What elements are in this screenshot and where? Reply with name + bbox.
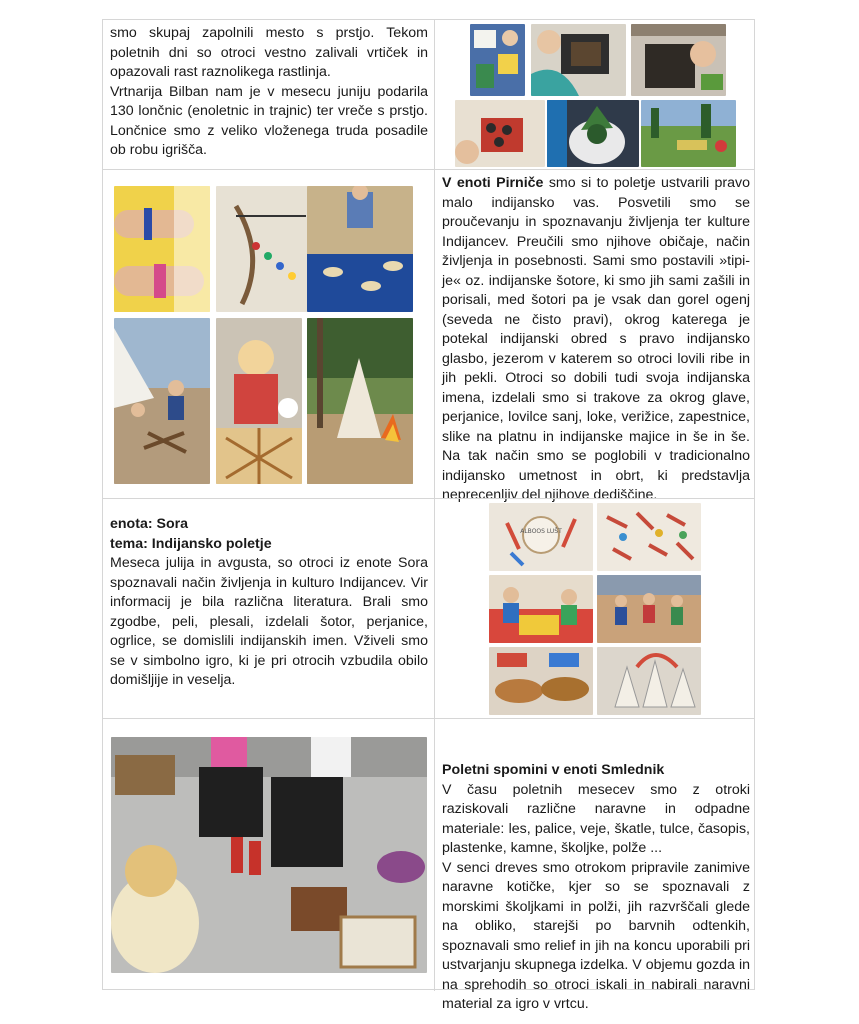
sora-text-cell xyxy=(103,499,434,718)
table-row-sora xyxy=(103,498,754,718)
sign-text: ALBOOS LUŠT xyxy=(520,528,562,535)
sora-photo-cell xyxy=(435,499,756,718)
photo-dreamcatcher-sign xyxy=(489,503,593,571)
photo-garden-yard xyxy=(641,100,736,167)
photo-teepee-campfire xyxy=(114,318,210,484)
photo-children-play-mat xyxy=(489,575,593,643)
garden-paragraph-2: Vrtnarija Bilban nam je v mesecu juniju podarila 130 lončnic (enoletnic in trajnic) ter vreče s prstjo. Lončnice smo z veliko vloženega truda posadile ob robu igrišča. xyxy=(110,83,428,158)
photo-bucket-plant xyxy=(547,100,639,167)
smlednik-photo-cell xyxy=(103,719,434,991)
pirnice-heading: V enoti Pirniče xyxy=(442,175,544,191)
photo-bracelets xyxy=(114,186,210,312)
photo-mini-teepees xyxy=(597,647,701,715)
photo-children-dancing xyxy=(597,575,701,643)
photo-bow-beads xyxy=(216,186,312,312)
photo-drum-bowls xyxy=(489,647,593,715)
photo-fishing-pond xyxy=(307,186,413,312)
table-row-pirnice xyxy=(103,169,754,503)
pirnice-photo-cell xyxy=(103,170,434,498)
photo-natural-materials-play xyxy=(111,737,427,973)
sora-unit-label: enota: Sora xyxy=(110,516,189,532)
content-table xyxy=(102,19,755,1012)
photo-planting-tray xyxy=(631,24,726,96)
sora-paragraph: Meseca julija in avgusta, so otroci iz enote Sora spoznavali način življenja in kulturo Indijancev. Vir informacij je bila različna literatura. Brali smo zgodbe, peli, plesali, izdelali šotor, perjanice, ogrlice, se domislili indijanskih imen. Vživeli smo se v simbolno igro, ki je pri otrocih vzbudila obilo domišljije in veselja. xyxy=(110,555,428,688)
smlednik-paragraph-2: V senci dreves smo otrokom pripravile zanimive naravne kotičke, kjer so se spoznavali z morskimi školjkami in polži, jih razvrščali glede na obliko, starejši po barvnih odtenkih, spoznavali smo relief in jih na koncu uporabili pri ustvarjanju skupnega izdelka. V objemu gozda in na sprehodih so otroci iskali in nabirali naravni material za igro v vrtcu. xyxy=(442,859,750,1012)
sora-theme-label: tema: Indijansko poletje xyxy=(110,535,272,552)
garden-paragraph-1: smo skupaj zapolnili mesto s prstjo. Tekom poletnih dni so otroci vestno zalivali vrtiček in opazovali rast raznolikega rastlinja. xyxy=(110,25,428,80)
photo-pots-on-table xyxy=(455,100,545,167)
photo-seedling-cards xyxy=(470,24,525,96)
photo-soil-trays xyxy=(531,24,626,96)
smlednik-paragraph-1: V času poletnih mesecev smo z otroki raziskovali različne naravne in odpadne materiale: les, palice, veje, škatle, tulce, časopis, plastenke, kamne, školjke, polže ... xyxy=(442,781,750,856)
pirnice-body: smo si to poletje ustvarili pravo malo indijansko vas. Posvetili smo se proučevanju in spoznavanju življenja ter kulture Indijancev. Preučili smo njihove običaje, način življenja in posebnosti. Sami smo postavili »tipi-je« oz. indijanske šotore, ki smo jih sami zašili in porisali, med šotori pa je vsak dan gorel ogenj (seveda ne čisto pravi), okrog katerega je potekal indijanski obred s pravo indijansko glasbo, jezerom v katerem so otroci lovili ribe in jih pekli. Otroci so dobili tudi svoja indijanska imena, izdelali smo si trakove za okrog glave, perjanice, lovilce sanj, loke, verižice, zapestnice, slike na platnu in indijanske majice in še in še. Na tak način smo se poglobili v tradicionalno indijansko umetnost in obrt, ki predstavlja neprecenljiv del njihove dediščine. xyxy=(442,175,750,503)
pirnice-text-cell xyxy=(435,170,756,503)
photo-feather-crafts xyxy=(597,503,701,571)
pirnice-paragraph xyxy=(442,174,750,506)
table-row-smlednik xyxy=(103,718,754,1012)
table-row-garden xyxy=(103,20,754,169)
photo-child-crafting xyxy=(216,318,302,484)
smlednik-heading: Poletni spomini v enoti Smlednik xyxy=(442,762,665,778)
garden-photo-cell xyxy=(435,20,756,169)
photo-village-fire xyxy=(307,318,413,484)
garden-text-cell xyxy=(103,20,434,169)
smlednik-text-cell xyxy=(435,719,756,1012)
